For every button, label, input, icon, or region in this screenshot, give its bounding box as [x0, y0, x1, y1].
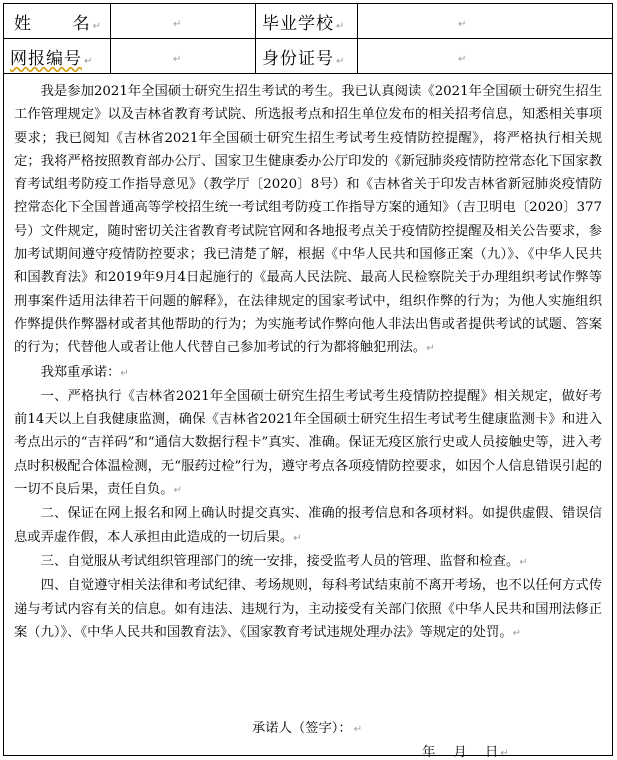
pledge-paragraph: [14, 574, 602, 645]
pledge-heading-text: 我郑重承诺：: [40, 364, 121, 380]
pledge-body: [4, 74, 612, 645]
id-label-cell: [256, 39, 358, 74]
date-label: 年 月 日: [422, 745, 499, 760]
paragraph-mark: ↵: [519, 556, 528, 568]
paragraph-mark: ↵: [173, 18, 182, 30]
pledge-item-4-text: 四、自觉遵守相关法律和考试纪律、考场规则，每科考试结束前不离开考场，也不以任何方式传递与考试内容有关的信息。如有违法、违规行为，主动接受有关部门依照《中华人民共和国刑法修正案（九）》、《中华人民共和国教育法》、《国家教育考试违规处理办法》等规定的处罚。: [14, 578, 602, 640]
pledge-paragraph: [14, 502, 602, 550]
paragraph-mark: ↵: [458, 53, 467, 65]
name-label-cell: [4, 4, 111, 39]
paragraph-mark: ↵: [92, 20, 102, 32]
paragraph-mark: ↵: [458, 18, 467, 30]
pledge-paragraph: [14, 361, 602, 385]
paragraph-mark: ↵: [293, 532, 302, 544]
school-label: 毕业学校: [262, 13, 334, 34]
paragraph-mark: ↵: [336, 55, 345, 67]
signature-line: [252, 717, 362, 736]
info-row-1: [4, 4, 612, 39]
info-table: [4, 4, 612, 74]
name-label-second: 名: [72, 13, 91, 34]
paragraph-mark: ↵: [426, 343, 435, 355]
paragraph-mark: ↵: [500, 748, 509, 759]
paragraph-mark: ↵: [353, 724, 363, 735]
paragraph-mark: ↵: [84, 55, 93, 67]
pledge-form: [3, 3, 613, 760]
reg-label: 网报编号: [10, 48, 82, 69]
pledge-intro-text: 我是参加2021年全国硕士研究生招生考试的考生。我已认真阅读《2021年全国硕士研究生招生工作管理规定》以及吉林省教育考试院、所选报考点和招生单位发布的相关招考信息，知悉相关事项要求；我已阅知《吉林省2021年全国硕士研究生招生考试考生疫情防控提醒》，将严格执行相关规定；我将严格按照教育部办公厅、国家卫生健康委办公厅印发的《新冠肺炎疫情防控常态化下国家教育考试组考防疫工作指导意见》（教学厅〔2020〕8号）和《吉林省关于印发吉林省新冠肺炎疫情防控常态化下全国普通高等学校招生统一考试组考防疫工作指导方案的通知》（吉卫明电〔2020〕377号）文件规定，随时密切关注省教育考试院官网和各地报考点关于疫情防控提醒及相关公告要求，参加考试期间遵守疫情防控要求；我已清楚了解，根据《中华人民共和国修正案（九）》、《中华人民共和国教育法》和2019年9月4日起施行的《最高人民法院、最高人民检察院关于办理组织考试作弊等刑事案件适用法律若干问题的解释》，在法律规定的国家考试中，组织作弊的行为；为他人实施组织作弊提供作弊器材或者其他帮助的行为；为实施考试作弊向他人非法出售或者提供考试的试题、答案的行为；代替他人或者让他人代替自己参加考试的行为都将触犯刑法。: [14, 84, 602, 356]
pledge-item-2-text: 二、保证在网上报名和网上确认时提交真实、准确的报考信息和各项材料。如提供虚假、错误信息或弄虚作假，本人承担由此造成的一切后果。: [14, 506, 602, 545]
name-value-cell[interactable]: [111, 4, 256, 39]
paragraph-mark: ↵: [173, 485, 182, 497]
reg-value-cell[interactable]: [111, 39, 256, 74]
signer-label: 承诺人（签字）：: [252, 721, 352, 736]
name-label-first: 姓: [14, 13, 32, 34]
paragraph-mark: ↵: [512, 627, 522, 639]
pledge-item-3-text: 三、自觉服从考试组织管理部门的统一安排，接受监考人员的管理、监督和检查。: [40, 553, 520, 569]
date-line: [422, 741, 509, 760]
pledge-item-1-text: 一、严格执行《吉林省2021年全国硕士研究生招生考试考生疫情防控提醒》相关规定，做好考前14天以上自我健康监测，确保《吉林省2021年全国硕士研究生招生考试考生健康监测卡》和进入考点出示的“吉祥码”和“通信大数据行程卡”真实、准确。保证无疫区旅行史或人员接触史等，进入考点时积极配合体温检测，无“服药过检”行为，遵守考点各项疫情防控要求，如因个人信息错误引起的一切不良后果，责任自负。: [14, 388, 602, 498]
id-label: 身份证号: [262, 48, 334, 69]
id-value-cell[interactable]: [358, 39, 613, 74]
pledge-paragraph: [14, 385, 602, 502]
reg-label-cell: [4, 39, 111, 74]
paragraph-mark: ↵: [336, 20, 345, 32]
school-value-cell[interactable]: [358, 4, 613, 39]
pledge-paragraph: [14, 550, 602, 574]
paragraph-mark: ↵: [173, 53, 182, 65]
pledge-paragraph: [14, 80, 602, 361]
paragraph-mark: ↵: [120, 367, 129, 379]
school-label-cell: [256, 4, 358, 39]
info-row-2: [4, 39, 612, 74]
